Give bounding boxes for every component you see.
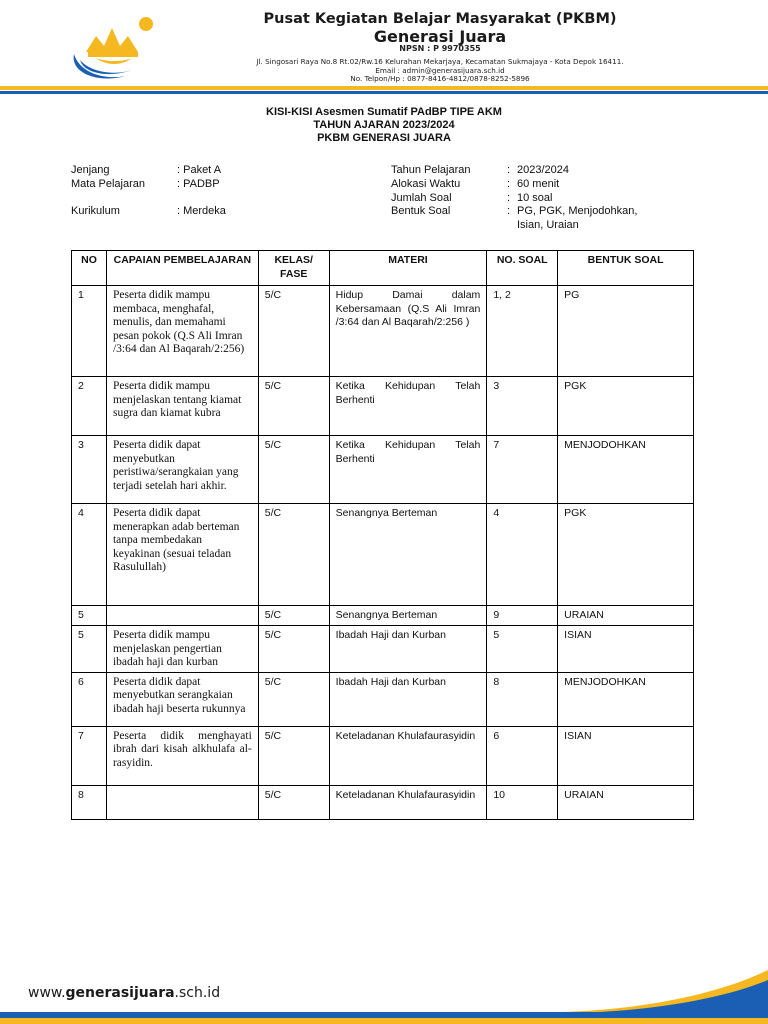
cell-no: 5 [72,606,107,626]
bentuk-value-2: Isian, Uraian [517,219,579,231]
cell-no-soal: 1, 2 [487,286,558,377]
cell-bentuk-soal: PGK [558,504,694,606]
cell-kelas: 5/C [258,286,329,377]
cell-no-soal: 7 [487,436,558,504]
cell-materi: Ketika Kehidupan Telah Berhenti [329,377,487,436]
cell-bentuk-soal: PG [558,286,694,377]
cell-kelas: 5/C [258,726,329,785]
cell-materi: Hidup Damai dalam Kebersamaan (Q.S Ali Imran /3:64 dan Al Baqarah/2:256 ) [329,286,487,377]
cell-no-soal: 8 [487,672,558,726]
cell-kelas: 5/C [258,377,329,436]
cell-bentuk-soal: ISIAN [558,626,694,673]
cell-no: 5 [72,626,107,673]
doc-title-line2: TAHUN AJARAN 2023/2024 [313,119,455,131]
cell-materi: Senangnya Berteman [329,606,487,626]
jumlah-colon: : [507,192,511,204]
cell-capaian: Peserta didik mampu membaca, menghafal, menulis, dan memahami pesan pokok (Q.S Ali Imran /3:64 dan Al Baqarah/2:256) [106,286,258,377]
tahun-label: Tahun Pelajaran [391,164,471,176]
footer-bar-yellow [0,1018,768,1024]
footer-wave-decoration [560,970,768,1012]
url-suffix: .sch.id [174,985,221,1001]
header-bar-blue [0,91,768,94]
cell-bentuk-soal: MENJODOHKAN [558,436,694,504]
cell-materi: Ibadah Haji dan Kurban [329,672,487,726]
cell-materi: Ketika Kehidupan Telah Berhenti [329,436,487,504]
cell-kelas: 5/C [258,606,329,626]
cell-no: 1 [72,286,107,377]
cell-capaian: Peserta didik mampu menjelaskan tentang kiamat sugra dan kiamat kubra [106,377,258,436]
footer-website-link[interactable] [28,985,220,1001]
mapel-value: : PADBP [177,178,220,190]
header-bentuk-soal: BENTUK SOAL [558,251,694,286]
jenjang-label: Jenjang [71,164,110,176]
cell-kelas: 5/C [258,672,329,726]
bentuk-label: Bentuk Soal [391,205,451,217]
cell-bentuk-soal: PGK [558,377,694,436]
cell-kelas: 5/C [258,785,329,819]
header-capaian: CAPAIAN PEMBELAJARAN [106,251,258,286]
cell-bentuk-soal: ISIAN [558,726,694,785]
cell-capaian: Peserta didik dapat menyebutkan serangkaian ibadah haji beserta rukunnya [106,672,258,726]
header-bar-yellow [0,86,768,90]
table-row [72,377,694,436]
table-row [72,436,694,504]
letterhead [0,0,768,100]
tahun-colon: : [507,164,511,176]
mapel-label: Mata Pelajaran [71,178,145,190]
cell-no: 2 [72,377,107,436]
cell-no: 7 [72,726,107,785]
cell-no: 3 [72,436,107,504]
phone: No. Telpon/Hp : 0877-8416-4812/0878-8252-5896 [350,74,530,83]
cell-capaian: Peserta didik dapat menerapkan adab berteman tanpa membedakan keyakinan (sesuai teladan Rasulullah) [106,504,258,606]
jumlah-value: 10 soal [517,192,553,204]
table-row [72,504,694,606]
cell-no-soal: 10 [487,785,558,819]
email: Email : admin@generasijuara.sch.id [375,66,505,75]
doc-title-line1: KISI-KISI Asesmen Sumatif PAdBP TIPE AKM [266,106,502,118]
cell-materi: Senangnya Berteman [329,504,487,606]
alokasi-value: 60 menit [517,178,560,190]
npsn: NPSN : P 9970355 [399,44,481,53]
cell-no: 6 [72,672,107,726]
cell-no-soal: 5 [487,626,558,673]
address: Jl. Singosari Raya No.8 Rt.02/Rw.16 Kelurahan Mekarjaya, Kecamatan Sukmajaya - Kota Depok 16411. [256,57,624,66]
table-header-row [72,251,694,286]
header-no-soal: NO. SOAL [487,251,558,286]
doc-title-line3: PKBM GENERASI JUARA [317,132,451,144]
cell-no-soal: 4 [487,504,558,606]
tahun-value: 2023/2024 [517,164,569,176]
cell-capaian: Peserta didik dapat menyebutkan peristiwa/serangkaian yang terjadi setelah hari akhir. [106,436,258,504]
kurikulum-label: Kurikulum [71,205,120,217]
cell-no: 4 [72,504,107,606]
cell-bentuk-soal: MENJODOHKAN [558,672,694,726]
jumlah-label: Jumlah Soal [391,192,452,204]
cell-no-soal: 9 [487,606,558,626]
url-brand: generasijuara [65,985,175,1001]
cell-materi: Keteladanan Khulafaurasyidin [329,726,487,785]
kurikulum-value: : Merdeka [177,205,226,217]
cell-no-soal: 6 [487,726,558,785]
cell-kelas: 5/C [258,504,329,606]
cell-kelas: 5/C [258,436,329,504]
org-name: Pusat Kegiatan Belajar Masyarakat (PKBM) [263,11,617,27]
alokasi-label: Alokasi Waktu [391,178,461,190]
bentuk-colon: : [507,205,511,217]
table-row [72,726,694,785]
cell-kelas: 5/C [258,626,329,673]
kisi-kisi-table [71,250,694,820]
info-left [71,164,371,224]
bentuk-value-1: PG, PGK, Menjodohkan, [517,205,638,217]
cell-capaian [106,785,258,819]
cell-no: 8 [72,785,107,819]
header-no: NO [72,251,107,286]
pkbm-logo-icon [66,14,158,84]
info-right [391,164,691,236]
cell-bentuk-soal: URAIAN [558,785,694,819]
table-row [72,286,694,377]
table-row [72,626,694,673]
cell-no-soal: 3 [487,377,558,436]
cell-materi: Keteladanan Khulafaurasyidin [329,785,487,819]
cell-bentuk-soal: URAIAN [558,606,694,626]
table-row [72,785,694,819]
cell-capaian: Peserta didik mampu menjelaskan pengertian ibadah haji dan kurban [106,626,258,673]
jenjang-value: : Paket A [177,164,222,176]
url-prefix: www. [28,985,66,1001]
header-kelas: KELAS/ FASE [258,251,329,286]
cell-capaian [106,606,258,626]
table-row [72,606,694,626]
cell-materi: Ibadah Haji dan Kurban [329,626,487,673]
table-row [72,672,694,726]
header-materi: MATERI [329,251,487,286]
cell-capaian: Peserta didik menghayati ibrah dari kisah alkhulafa al-rasyidin. [106,726,258,785]
school-name: Generasi Juara [373,27,507,46]
alokasi-colon: : [507,178,511,190]
